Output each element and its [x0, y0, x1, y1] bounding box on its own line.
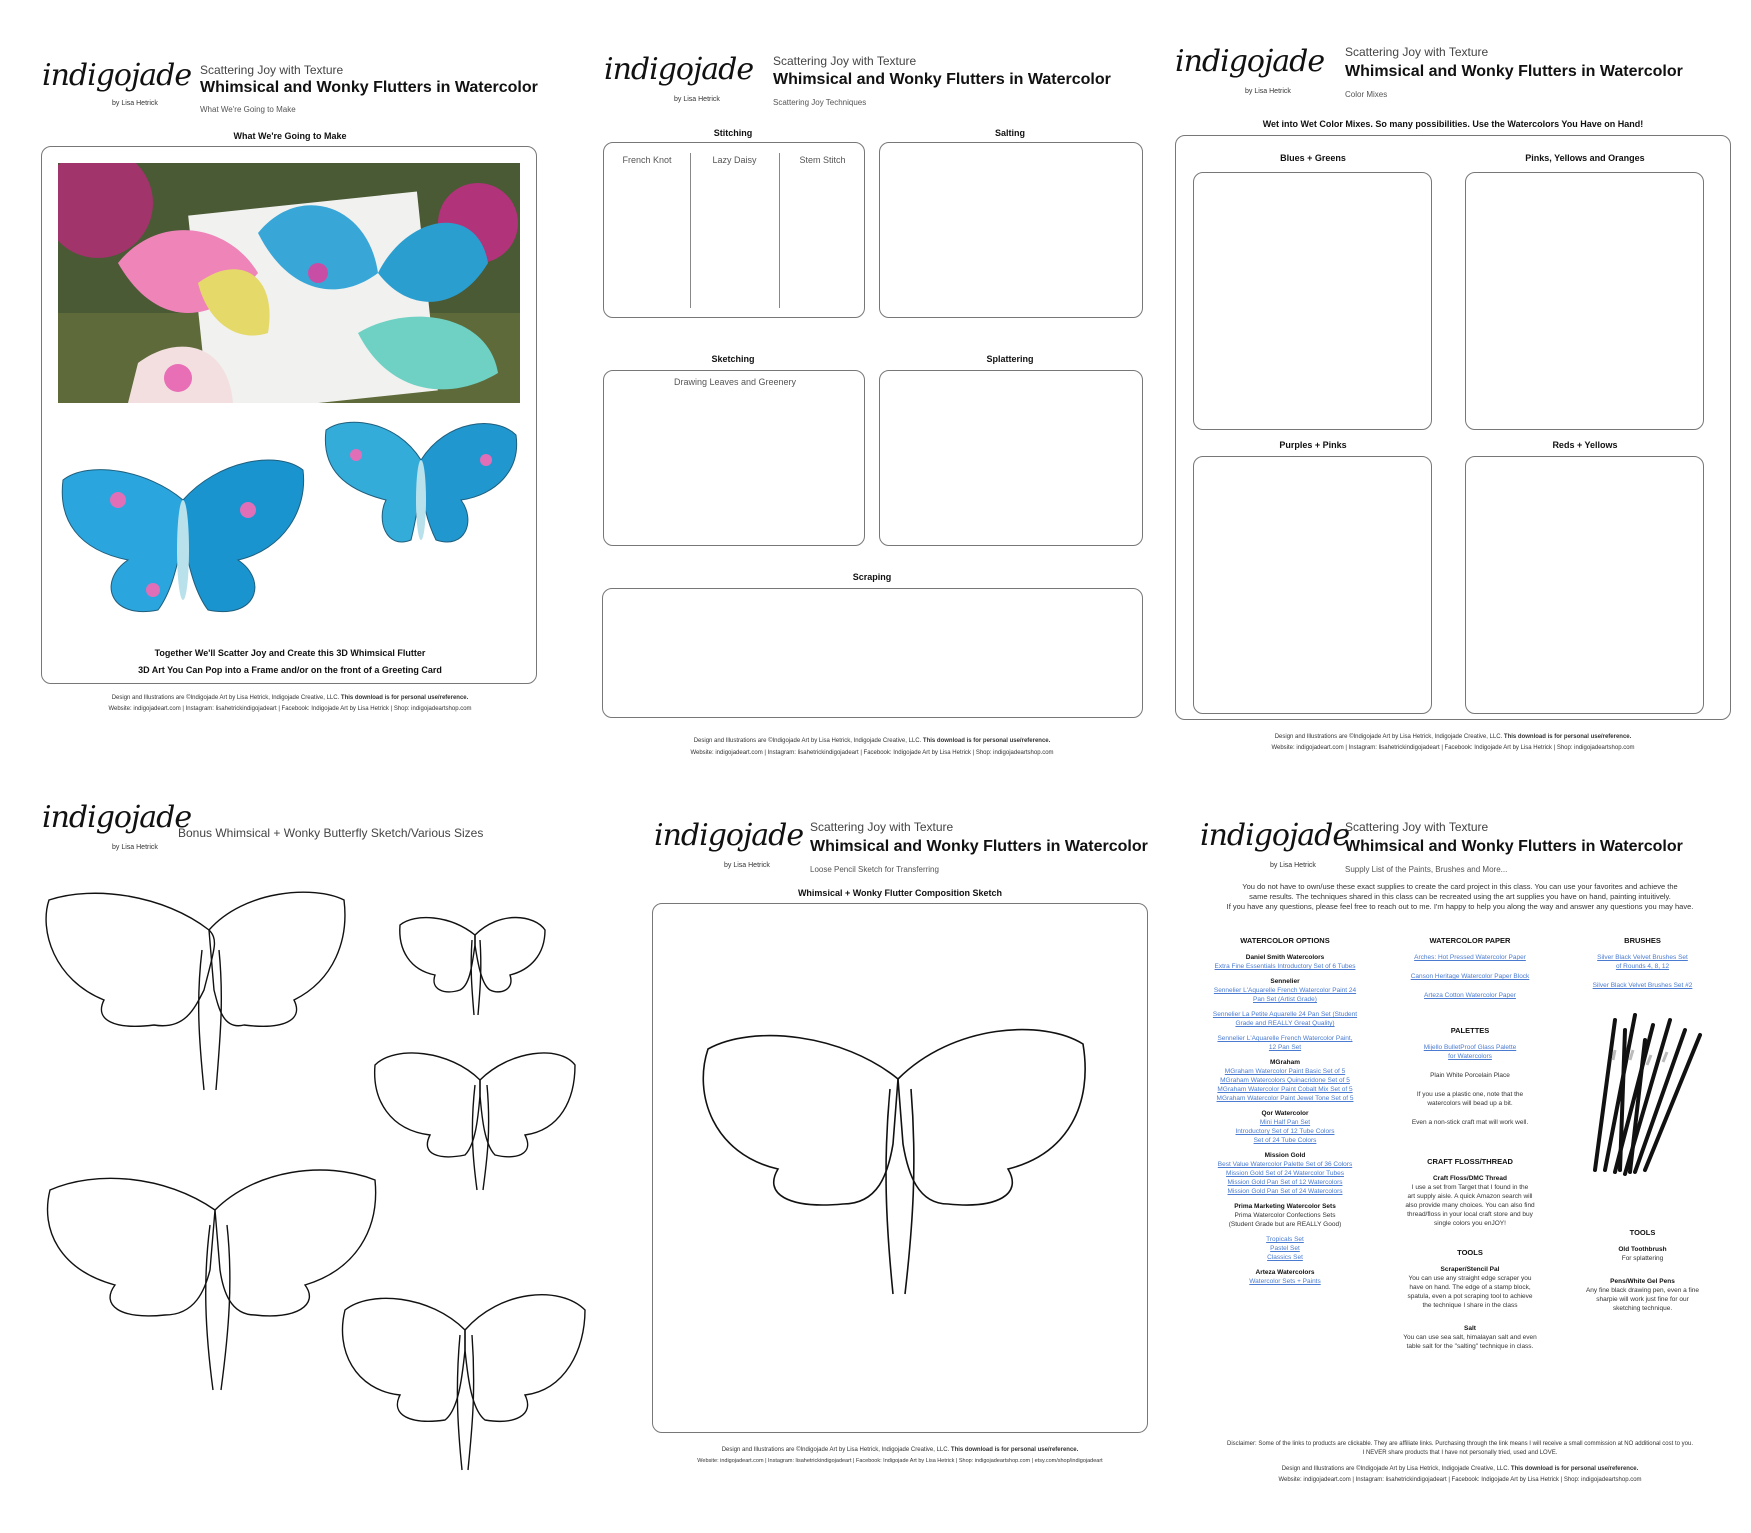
toothbrush-subheading: Old Toothbrush [1618, 1246, 1667, 1253]
product-link[interactable]: 12 Pan Set [1268, 1044, 1302, 1051]
brushes-photo [1575, 1000, 1715, 1180]
product-link[interactable]: of Rounds 4, 8, 12 [1615, 963, 1670, 970]
product-link[interactable]: MGraham Watercolor Paint Basic Set of 5 [1224, 1068, 1346, 1075]
page-title: Whimsical and Wonky Flutters in Watercolor [810, 838, 1148, 855]
footer-copyright [1190, 1466, 1730, 1472]
label-scraping: Scraping [852, 572, 892, 582]
product-link[interactable]: Mission Gold Pan Set of 24 Watercolors [1227, 1188, 1343, 1195]
floss-note: I use a set from Target that I found in the [1411, 1184, 1529, 1191]
product-link[interactable]: Extra Fine Essentials Introductory Set of 6 Tubes [1214, 963, 1356, 970]
watercolor-options-column [1190, 930, 1380, 1286]
scraper-note: spatula, even a pot scraping tool to achieve [1407, 1293, 1533, 1300]
product-link[interactable]: for Watercolors [1448, 1053, 1492, 1060]
footer-copyright-text: Design and Illustrations are ©Indigojade Art by Lisa Hetrick, Indigojade Creative, LLC. [111, 695, 340, 701]
product-link[interactable]: Classics Set [1267, 1254, 1303, 1261]
brushes-heading: BRUSHES [1624, 936, 1661, 945]
footer-copyright-text: Design and Illustrations are ©Indigojade Art by Lisa Hetrick, Indigojade Creative, LLC. [1274, 734, 1503, 740]
footer-links: Website: indigojadeart.com | Instagram: lisahetrickindigojadeart | Facebook: Indigojade Art by Lisa Hetrick | Shop: indigojadeartshop.com [1271, 745, 1635, 751]
palette-note: Plain White Porcelain Place [1430, 1072, 1510, 1079]
divider [779, 153, 780, 308]
craft-floss-heading: CRAFT FLOSS/THREAD [1427, 1157, 1513, 1166]
footer-copyright [40, 695, 540, 701]
watercolor-paper-heading: WATERCOLOR PAPER [1429, 936, 1511, 945]
project-photo [58, 163, 520, 403]
floss-subheading: Craft Floss/DMC Thread [1432, 1175, 1508, 1182]
label-purples-pinks: Purples + Pinks [1279, 440, 1347, 450]
product-link[interactable]: Sennelier La Petite Aquarelle 24 Pan Set (Student [1212, 1011, 1358, 1018]
product-link[interactable]: Mijello BulletProof Glass Palette [1423, 1044, 1517, 1051]
brand-heading: Sennelier [1270, 978, 1300, 985]
footer-links: Website: indigojadeart.com | Instagram: lisahetrickindigojadeart | Facebook: Indigojade Art by Lisa Hetrick | Shop: indigojadeartshop.com | etsy.com/shop/indigojadeart [697, 1458, 1103, 1464]
page-bonus-sketch [0, 790, 590, 1530]
product-link[interactable]: Grade and REALLY Great Quality) [1235, 1020, 1335, 1027]
divider [690, 153, 691, 308]
brushes-tools-column [1560, 930, 1725, 990]
brand-logo [604, 52, 754, 103]
logo-byline: by Lisa Hetrick [724, 862, 770, 869]
label-reds-yellows: Reds + Yellows [1552, 440, 1618, 450]
disclaimer [1190, 1440, 1730, 1458]
page-subtitle: What We're Going to Make [200, 105, 296, 114]
page-subtitle: Color Mixes [1345, 90, 1388, 99]
page-title: Whimsical and Wonky Flutters in Watercolor [1345, 838, 1683, 855]
footer-links: Website: indigojadeart.com | Instagram: lisahetrickindigojadeart | Facebook: Indigojade Art by Lisa Hetrick | Shop: indigojadeartshop.com [108, 706, 472, 712]
logo-text: indigojade [42, 58, 192, 93]
brand-heading: Qor Watercolor [1261, 1110, 1309, 1117]
product-link[interactable]: Set of 24 Tube Colors [1253, 1137, 1317, 1144]
scraper-note: You can use any straight edge scraper you [1408, 1275, 1532, 1282]
product-link[interactable]: MGraham Watercolor Paint Cobalt Mix Set of 5 [1217, 1086, 1353, 1093]
page-color-mixes [1165, 0, 1751, 770]
label-french-knot: French Knot [622, 155, 672, 165]
scraper-note: the technique I share in the class [1422, 1302, 1518, 1309]
product-link[interactable]: Canson Heritage Watercolor Paper Block [1410, 973, 1530, 980]
intro-line: You do not have to own/use these exact supplies to create the card project in this class. You can use your favorites and achieve the [1242, 882, 1678, 891]
box-scraping [602, 588, 1143, 718]
sketch-frame [652, 903, 1148, 1433]
logo-byline: by Lisa Hetrick [112, 100, 158, 107]
disclaimer-line: I NEVER share products that I have not personally tried, used and LOVE. [1362, 1450, 1558, 1456]
label-sketch-note: Drawing Leaves and Greenery [673, 377, 797, 387]
butterfly-outlines [0, 790, 590, 1510]
pens-subheading: Pens/White Gel Pens [1610, 1278, 1675, 1285]
box-blues-greens [1193, 172, 1432, 430]
paper-palettes-column [1385, 930, 1555, 1351]
product-link[interactable]: Introductory Set of 12 Tube Colors [1235, 1128, 1335, 1135]
label-stitching: Stitching [713, 128, 753, 138]
brand-logo [42, 58, 192, 107]
page-title: Whimsical and Wonky Flutters in Watercolor [1345, 63, 1683, 80]
page-subtitle: Loose Pencil Sketch for Transferring [810, 865, 939, 874]
logo-byline: by Lisa Hetrick [674, 96, 720, 103]
scraper-subheading: Scraper/Stencil Pal [1440, 1266, 1500, 1273]
page-kicker: Scattering Joy with Texture [200, 63, 344, 77]
logo-text: indigojade [1175, 44, 1325, 79]
footer-usage-text: This download is for personal use/reference. [922, 738, 1051, 744]
product-note: Prima Watercolor Confections Sets [1234, 1212, 1336, 1219]
page-title: Whimsical and Wonky Flutters in Watercolor [773, 71, 1111, 88]
footer-copyright-text: Design and Illustrations are ©Indigojade Art by Lisa Hetrick, Indigojade Creative, LLC. [693, 738, 922, 744]
logo-text: indigojade [604, 52, 754, 87]
product-link[interactable]: Sennelier L'Aquarelle French Watercolor Paint, [1217, 1035, 1353, 1042]
logo-byline: by Lisa Hetrick [1270, 862, 1316, 869]
page-kicker: Scattering Joy with Texture [1345, 45, 1489, 59]
product-link[interactable]: Mission Gold Pan Set of 12 Watercolors [1227, 1179, 1343, 1186]
brand-heading: Mission Gold [1264, 1152, 1306, 1159]
footer-usage-text: This download is for personal use/reference. [1503, 734, 1632, 740]
salt-subheading: Salt [1464, 1325, 1476, 1332]
brand-heading: Prima Marketing Watercolor Sets [1234, 1203, 1336, 1210]
palette-note: Even a non-stick craft mat will work well. [1411, 1119, 1529, 1126]
page-kicker: Scattering Joy with Texture [773, 54, 917, 68]
product-link[interactable]: Best Value Watercolor Palette Set of 36 Colors [1217, 1161, 1353, 1168]
brand-heading: Daniel Smith Watercolors [1245, 954, 1325, 961]
scraper-note: have on hand. The edge of a stamp block, [1409, 1284, 1531, 1291]
watercolor-options-heading: WATERCOLOR OPTIONS [1240, 936, 1330, 945]
section-label: What We're Going to Make [233, 131, 347, 141]
label-pinks-yellows-oranges: Pinks, Yellows and Oranges [1525, 153, 1645, 163]
page-techniques [590, 0, 1170, 770]
section-label: Whimsical + Wonky Flutter Composition Sketch [797, 888, 1003, 898]
footer-copyright [602, 738, 1142, 744]
footer-copyright [1175, 734, 1731, 740]
product-link[interactable]: MGraham Watercolors Quinacridone Set of 5 [1220, 1077, 1350, 1084]
product-link[interactable]: Arteza Cotton Watercolor Paper [1424, 992, 1516, 999]
logo-byline: by Lisa Hetrick [112, 844, 158, 851]
product-link[interactable]: Tropicals Set [1266, 1236, 1304, 1243]
box-splattering [879, 370, 1143, 546]
palettes-heading: PALETTES [1450, 1026, 1490, 1035]
page-kicker: Scattering Joy with Texture [810, 820, 954, 834]
salt-note: table salt for the "salting" technique in class. [1406, 1343, 1534, 1350]
page-title: Bonus Whimsical + Wonky Butterfly Sketch/Various Sizes [178, 826, 484, 840]
box-sketching [603, 370, 865, 546]
product-link[interactable]: Watercolor Sets + Paints [1249, 1278, 1321, 1285]
tools-heading: TOOLS [1629, 1228, 1656, 1237]
pens-note: Any fine black drawing pen, even a fine [1585, 1287, 1700, 1294]
logo-text: indigojade [42, 800, 192, 835]
page-kicker: Scattering Joy with Texture [1345, 820, 1489, 834]
product-note: (Student Grade but are REALLY Good) [1228, 1221, 1342, 1228]
brand-logo [654, 818, 804, 869]
page-subtitle: Supply List of the Paints, Brushes and More... [1345, 865, 1508, 874]
page-what-we-make [0, 0, 560, 760]
product-link[interactable]: Silver Black Velvet Brushes Set [1597, 954, 1688, 961]
caption-line-2: 3D Art You Can Pop into a Frame and/or on the front of a Greeting Card [138, 665, 442, 675]
box-reds-yellows [1465, 456, 1704, 714]
tools-column [1560, 1222, 1725, 1313]
disclaimer-line: Disclaimer: Some of the links to products are clickable. They are affiliate links. Purchasing through the link means I will receive a small commission at NO additional cost to you. [1227, 1441, 1693, 1447]
product-link[interactable]: MGraham Watercolor Paint Jewel Tone Set of 5 [1216, 1095, 1354, 1102]
page-supply-list [1190, 790, 1751, 1530]
pens-note: sharpie will work just fine for our [1596, 1296, 1689, 1303]
logo-text: indigojade [654, 818, 804, 853]
product-link[interactable]: Silver Black Velvet Brushes Set #2 [1592, 982, 1693, 989]
butterfly-art-left [58, 440, 308, 640]
brand-logo [1200, 818, 1350, 869]
floss-note: single colors you enJOY! [1434, 1220, 1506, 1227]
label-stem-stitch: Stem Stitch [799, 155, 846, 165]
brand-heading: Arteza Watercolors [1255, 1269, 1315, 1276]
pens-note: sketching technique. [1612, 1305, 1673, 1312]
intro-line: If you have any questions, please feel free to reach out to me. I'm happy to help you along the way and answer any questions you may have. [1226, 902, 1694, 911]
footer-usage-text: This download is for personal use/reference. [1510, 1466, 1639, 1472]
mix-heading: Wet into Wet Color Mixes. So many possibilities. Use the Watercolors You Have on Hand! [1262, 119, 1644, 129]
palette-note: If you use a plastic one, note that the [1416, 1091, 1524, 1098]
salt-note: You can use sea salt, himalayan salt and even [1403, 1334, 1537, 1341]
palette-note: watercolors will bead up a bit. [1427, 1100, 1513, 1107]
supply-intro [1190, 882, 1730, 912]
tools-heading: TOOLS [1457, 1248, 1483, 1257]
product-link[interactable]: Pan Set (Artist Grade) [1253, 996, 1317, 1003]
label-splattering: Splattering [986, 354, 1034, 364]
butterfly-art-right [316, 410, 526, 560]
logo-text: indigojade [1200, 818, 1350, 853]
floss-note: art supply aisle. A quick Amazon search will [1407, 1193, 1533, 1200]
box-stitching [603, 142, 865, 318]
product-link[interactable]: Mini Half Pan Set [1259, 1119, 1311, 1126]
footer-copyright [652, 1447, 1148, 1453]
label-sketching: Sketching [711, 354, 755, 364]
butterfly-sketch [653, 904, 1149, 1434]
page-title: Whimsical and Wonky Flutters in Watercolor [200, 79, 538, 96]
intro-line: same results. The techniques shared in this class can be recreated using the art supplies you have on hand, painting intuitively. [1249, 892, 1671, 901]
label-salting: Salting [994, 128, 1025, 138]
product-link[interactable]: Pastel Set [1270, 1245, 1300, 1252]
footer-links: Website: indigojadeart.com | Instagram: lisahetrickindigojadeart | Facebook: Indigojade Art by Lisa Hetrick | Shop: indigojadeartshop.com [1278, 1477, 1642, 1483]
caption-line-1: Together We'll Scatter Joy and Create this 3D Whimsical Flutter [154, 648, 426, 658]
footer-copyright-text: Design and Illustrations are ©Indigojade Art by Lisa Hetrick, Indigojade Creative, LLC. [721, 1447, 950, 1453]
label-lazy-daisy: Lazy Daisy [712, 155, 757, 165]
product-link[interactable]: Sennelier L'Aquarelle French Watercolor Paint 24 [1213, 987, 1357, 994]
box-pinks-yellows-oranges [1465, 172, 1704, 430]
footer-usage-text: This download is for personal use/reference. [950, 1447, 1079, 1453]
footer-copyright-text: Design and Illustrations are ©Indigojade Art by Lisa Hetrick, Indigojade Creative, LLC. [1281, 1466, 1510, 1472]
brand-heading: MGraham [1270, 1059, 1300, 1066]
product-link[interactable]: Arches: Hot Pressed Watercolor Paper [1414, 954, 1526, 961]
floss-note: thread/floss in your local craft store and buy [1407, 1211, 1533, 1218]
toothbrush-note: For splattering [1621, 1255, 1664, 1262]
logo-byline: by Lisa Hetrick [1245, 88, 1291, 95]
label-blues-greens: Blues + Greens [1280, 153, 1346, 163]
floss-note: also provide many choices. You can also find [1405, 1202, 1535, 1209]
footer-links: Website: indigojadeart.com | Instagram: lisahetrickindigojadeart | Facebook: Indigojade Art by Lisa Hetrick | Shop: indigojadeartshop.com [690, 750, 1054, 756]
product-link[interactable]: Mission Gold Set of 24 Watercolor Tubes [1226, 1170, 1344, 1177]
page-composition-sketch [640, 790, 1170, 1530]
page-subtitle: Scattering Joy Techniques [773, 98, 867, 107]
box-purples-pinks [1193, 456, 1432, 714]
box-salting [879, 142, 1143, 318]
brand-logo [1175, 44, 1325, 95]
footer-usage-text: This download is for personal use/reference. [340, 695, 469, 701]
